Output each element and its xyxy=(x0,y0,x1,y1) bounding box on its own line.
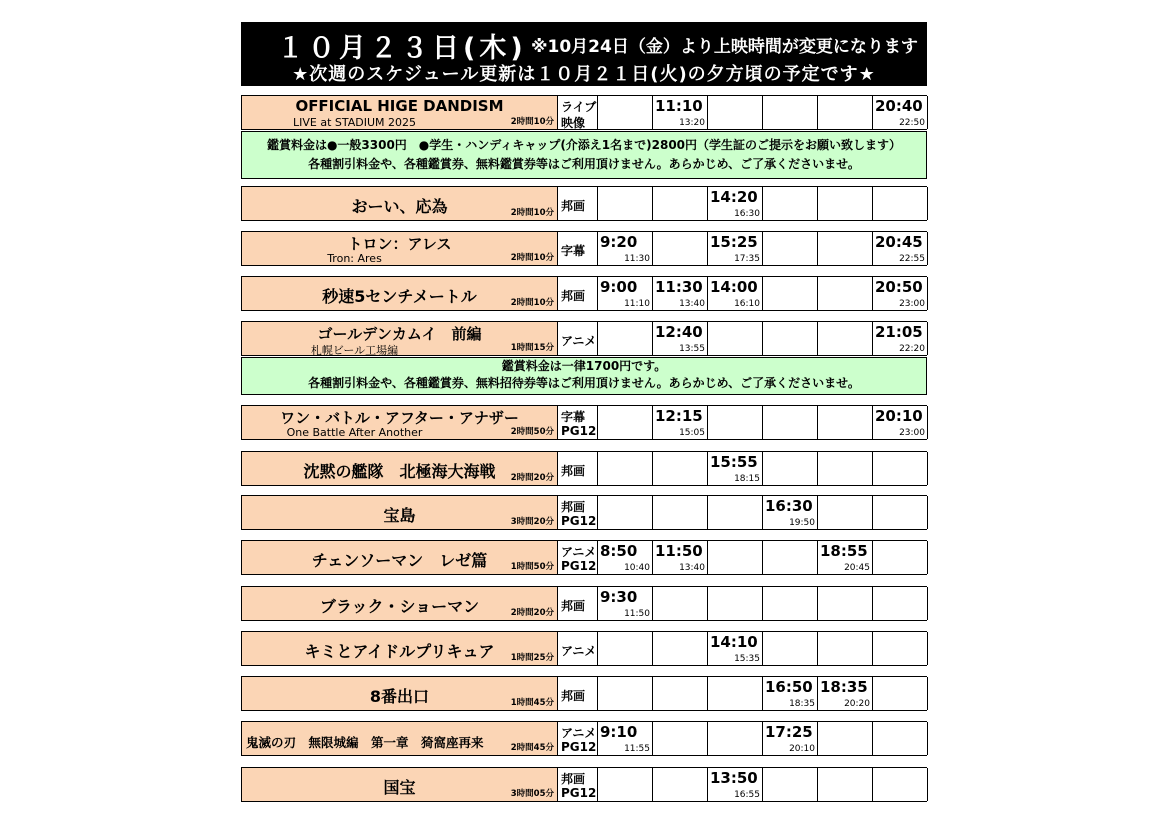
movie-format: 邦画 xyxy=(561,199,586,213)
showtime-slot xyxy=(708,96,763,129)
showtime-end: 15:35 xyxy=(734,654,760,664)
showtime-slot xyxy=(708,722,763,755)
movie-format: 邦画 xyxy=(561,599,586,613)
showtime-slot xyxy=(653,452,708,485)
price-notice xyxy=(241,131,927,179)
showtime-slot xyxy=(818,677,873,710)
showtime-slot xyxy=(598,496,653,529)
movie-row xyxy=(241,276,927,311)
showtime-slot xyxy=(653,96,708,129)
showtime-slot xyxy=(873,677,928,710)
showtime-start: 14:00 xyxy=(710,278,758,296)
showtime-end: 19:50 xyxy=(789,518,815,528)
movie-title: 秒速5センチメートル xyxy=(322,287,477,306)
showtime-slot xyxy=(873,722,928,755)
movie-row xyxy=(241,586,927,621)
showtime-start: 12:15 xyxy=(655,407,703,425)
movie-row xyxy=(241,721,927,756)
movie-title: 沈黙の艦隊 北極海大海戦 xyxy=(303,462,496,481)
schedule-header xyxy=(241,22,927,86)
movie-format-cell xyxy=(558,587,598,620)
movie-format-cell xyxy=(558,768,598,801)
showtime-start: 14:10 xyxy=(710,633,758,651)
showtime-start: 16:30 xyxy=(765,497,813,515)
movie-format-rating: PG12 xyxy=(561,514,597,528)
showtime-slot xyxy=(818,587,873,620)
movie-title-cell xyxy=(241,587,558,620)
showtime-slot xyxy=(818,406,873,439)
showtime-end: 11:30 xyxy=(624,254,650,264)
movie-title: ワン・バトル・アフター・アナザー xyxy=(280,409,519,427)
showtime-slot xyxy=(708,187,763,220)
movie-format: ライブ xyxy=(561,100,597,114)
showtime-start: 20:50 xyxy=(875,278,923,296)
next-update-note: ★次週のスケジュール更新は１０月２１日(火)の夕方頃の予定です★ xyxy=(292,64,876,85)
movie-duration: 2時間20分 xyxy=(510,608,554,618)
showtime-slot xyxy=(873,96,928,129)
schedule-change-note: ※10月24日（金）より上映時間が変更になります xyxy=(531,37,918,57)
showtime-start: 15:55 xyxy=(710,453,758,471)
showtime-end: 16:10 xyxy=(734,299,760,309)
showtime-slot xyxy=(873,452,928,485)
showtime-slot xyxy=(818,632,873,665)
showtime-start: 11:50 xyxy=(655,542,703,560)
movie-title: トロン：アレス xyxy=(347,235,452,253)
movie-duration: 1時間25分 xyxy=(510,653,554,663)
showtime-slot xyxy=(653,541,708,574)
movie-title: 鬼滅の刃 無限城編 第一章 猗窩座再来 xyxy=(246,735,484,750)
price-notice-line: 鑑賞料金は一律1700円です。 xyxy=(501,359,667,373)
showtime-slot xyxy=(598,677,653,710)
movie-duration: 2時間45分 xyxy=(510,743,554,753)
showtime-end: 18:35 xyxy=(789,699,815,709)
movie-title-cell xyxy=(241,96,558,129)
showtime-end: 20:45 xyxy=(844,563,870,573)
movie-format-cell xyxy=(558,96,598,129)
showtime-end: 22:20 xyxy=(899,344,925,354)
movie-row xyxy=(241,186,927,221)
showtime-start: 13:50 xyxy=(710,769,758,787)
showtime-slot xyxy=(653,406,708,439)
showtime-slot xyxy=(873,587,928,620)
showtime-slot xyxy=(653,322,708,355)
showtime-slot xyxy=(763,187,818,220)
movie-subtitle: 札幌ビール工場編 xyxy=(310,344,399,357)
movie-format-rating: PG12 xyxy=(561,559,597,573)
movie-subtitle: Tron: Ares xyxy=(327,252,382,265)
movie-title-cell xyxy=(241,541,558,574)
movie-duration: 2時間50分 xyxy=(510,427,554,437)
showtime-slot xyxy=(598,452,653,485)
showtime-start: 20:10 xyxy=(875,407,923,425)
movie-subtitle: One Battle After Another xyxy=(286,426,423,439)
movie-title-cell xyxy=(241,768,558,801)
movie-format-cell xyxy=(558,541,598,574)
movie-row xyxy=(241,95,927,130)
showtime-slot xyxy=(818,322,873,355)
showtime-end: 13:40 xyxy=(679,563,705,573)
movie-title-cell xyxy=(241,677,558,710)
movie-format-cell xyxy=(558,322,598,355)
showtime-start: 9:20 xyxy=(600,233,638,251)
movie-title-cell xyxy=(241,722,558,755)
movie-title-cell xyxy=(241,277,558,310)
showtime-slot xyxy=(763,452,818,485)
movie-duration: 1時間15分 xyxy=(510,343,554,353)
movie-title-cell xyxy=(241,632,558,665)
showtime-slot xyxy=(653,187,708,220)
movie-row xyxy=(241,231,927,266)
showtime-slot xyxy=(763,322,818,355)
movie-title-cell xyxy=(241,232,558,265)
movie-format-cell xyxy=(558,496,598,529)
discount-notice-line: 各種割引料金や、各種鑑賞券、無料招待券等はご利用頂けません。あらかじめ、ご了承くださいませ。 xyxy=(308,376,860,390)
movie-format: アニメ xyxy=(561,545,597,559)
showtime-slot xyxy=(708,232,763,265)
showtime-slot xyxy=(818,277,873,310)
movie-format: 字幕 xyxy=(561,410,586,424)
schedule-date: １０月２３日(木) xyxy=(277,33,527,64)
movie-title-cell xyxy=(241,406,558,439)
showtime-end: 16:55 xyxy=(734,790,760,800)
showtime-slot xyxy=(653,496,708,529)
showtime-slot xyxy=(598,406,653,439)
showtime-slot xyxy=(653,232,708,265)
movie-format: 邦画 xyxy=(561,772,586,786)
price-notice xyxy=(241,357,927,395)
showtime-slot xyxy=(598,96,653,129)
showtime-slot xyxy=(598,277,653,310)
showtime-slot xyxy=(818,187,873,220)
movie-title: キミとアイドルプリキュア xyxy=(304,642,495,661)
showtime-start: 11:30 xyxy=(655,278,703,296)
showtime-slot xyxy=(708,406,763,439)
showtime-start: 18:35 xyxy=(820,678,868,696)
movie-format: 邦画 xyxy=(561,464,586,478)
showtime-slot xyxy=(763,96,818,129)
movie-duration: 2時間10分 xyxy=(510,253,554,263)
movie-duration: 3時間05分 xyxy=(510,789,554,799)
showtime-slot xyxy=(598,232,653,265)
showtime-slot xyxy=(598,632,653,665)
showtime-end: 13:20 xyxy=(679,118,705,128)
showtime-slot xyxy=(873,496,928,529)
showtime-start: 17:25 xyxy=(765,723,813,741)
movie-format: 邦画 xyxy=(561,289,586,303)
showtime-slot xyxy=(873,768,928,801)
showtime-slot xyxy=(818,96,873,129)
showtime-slot xyxy=(598,187,653,220)
showtime-slot xyxy=(598,768,653,801)
movie-format-cell xyxy=(558,632,598,665)
movie-title: 国宝 xyxy=(383,778,416,797)
movie-duration: 3時間20分 xyxy=(510,517,554,527)
movie-duration: 1時間45分 xyxy=(510,698,554,708)
showtime-slot xyxy=(598,587,653,620)
showtime-slot xyxy=(653,722,708,755)
showtime-slot xyxy=(763,541,818,574)
showtime-slot xyxy=(873,232,928,265)
showtime-slot xyxy=(763,632,818,665)
showtime-end: 15:05 xyxy=(679,428,705,438)
showtime-slot xyxy=(653,768,708,801)
showtime-slot xyxy=(708,322,763,355)
showtime-start: 20:40 xyxy=(875,97,923,115)
discount-notice-line: 各種割引料金や、各種鑑賞券、無料鑑賞券等はご利用頂けません。あらかじめ、ご了承くださいませ。 xyxy=(308,157,860,171)
showtime-slot xyxy=(818,452,873,485)
movie-format-rating: PG12 xyxy=(561,786,597,800)
showtime-slot xyxy=(763,232,818,265)
showtime-end: 16:30 xyxy=(734,209,760,219)
movie-row xyxy=(241,540,927,575)
showtime-slot xyxy=(763,406,818,439)
movie-subtitle: LIVE at STADIUM 2025 xyxy=(292,116,416,129)
movie-row xyxy=(241,321,927,356)
showtime-slot xyxy=(873,322,928,355)
showtime-slot xyxy=(708,277,763,310)
movie-title-cell xyxy=(241,322,558,355)
showtime-end: 13:55 xyxy=(679,344,705,354)
movie-title: OFFICIAL HIGE DANDISM xyxy=(295,97,504,115)
showtime-end: 22:50 xyxy=(899,118,925,128)
showtime-slot xyxy=(653,587,708,620)
showtime-slot xyxy=(873,406,928,439)
showtime-start: 12:40 xyxy=(655,323,703,341)
showtime-slot xyxy=(818,722,873,755)
showtime-end: 10:40 xyxy=(624,563,650,573)
showtime-slot xyxy=(653,632,708,665)
movie-format-cell xyxy=(558,677,598,710)
showtime-start: 21:05 xyxy=(875,323,923,341)
movie-duration: 1時間50分 xyxy=(510,562,554,572)
showtime-slot xyxy=(873,277,928,310)
movie-title: おーい、応為 xyxy=(351,197,448,216)
movie-title: チェンソーマン レゼ篇 xyxy=(311,551,488,570)
showtime-start: 9:00 xyxy=(600,278,638,296)
movie-format-cell xyxy=(558,277,598,310)
showtime-slot xyxy=(708,496,763,529)
movie-format: アニメ xyxy=(561,644,597,658)
movie-row xyxy=(241,495,927,530)
movie-duration: 2時間10分 xyxy=(510,298,554,308)
showtime-start: 9:10 xyxy=(600,723,638,741)
showtime-end: 18:15 xyxy=(734,474,760,484)
movie-title: ブラック・ショーマン xyxy=(319,597,480,616)
movie-title-cell xyxy=(241,187,558,220)
movie-format: アニメ xyxy=(561,334,597,348)
showtime-slot xyxy=(708,632,763,665)
showtime-start: 15:25 xyxy=(710,233,758,251)
movie-format: アニメ xyxy=(561,726,597,740)
showtime-end: 23:00 xyxy=(899,428,925,438)
movie-title-cell xyxy=(241,452,558,485)
movie-title: 8番出口 xyxy=(369,687,430,706)
showtime-start: 11:10 xyxy=(655,97,703,115)
showtime-end: 23:00 xyxy=(899,299,925,309)
movie-format-rating: 映像 xyxy=(561,116,586,130)
movie-format-cell xyxy=(558,722,598,755)
showtime-slot xyxy=(708,452,763,485)
showtime-slot xyxy=(708,541,763,574)
showtime-slot xyxy=(598,322,653,355)
showtime-end: 11:10 xyxy=(624,299,650,309)
showtime-slot xyxy=(818,541,873,574)
showtime-slot xyxy=(653,277,708,310)
movie-duration: 2時間10分 xyxy=(510,208,554,218)
showtime-slot xyxy=(763,677,818,710)
showtime-slot xyxy=(653,677,708,710)
showtime-slot xyxy=(818,768,873,801)
showtime-start: 18:55 xyxy=(820,542,868,560)
movie-row xyxy=(241,451,927,486)
movie-title-cell xyxy=(241,496,558,529)
showtime-slot xyxy=(763,277,818,310)
movie-title: ゴールデンカムイ 前編 xyxy=(317,325,482,343)
showtime-slot xyxy=(598,541,653,574)
showtime-end: 11:50 xyxy=(624,609,650,619)
showtime-start: 8:50 xyxy=(600,542,638,560)
showtime-start: 14:20 xyxy=(710,188,758,206)
showtime-start: 20:45 xyxy=(875,233,923,251)
showtime-end: 13:40 xyxy=(679,299,705,309)
showtime-slot xyxy=(598,722,653,755)
showtime-end: 22:55 xyxy=(899,254,925,264)
showtime-slot xyxy=(873,187,928,220)
showtime-slot xyxy=(763,587,818,620)
movie-row xyxy=(241,676,927,711)
showtime-slot xyxy=(763,496,818,529)
movie-duration: 2時間20分 xyxy=(510,473,554,483)
showtime-slot xyxy=(763,768,818,801)
movie-duration: 2時間10分 xyxy=(510,117,554,127)
showtime-slot xyxy=(763,722,818,755)
movie-format-cell xyxy=(558,187,598,220)
showtime-start: 9:30 xyxy=(600,588,638,606)
movie-format: 邦画 xyxy=(561,500,586,514)
movie-format-cell xyxy=(558,406,598,439)
movie-row xyxy=(241,631,927,666)
showtime-slot xyxy=(708,768,763,801)
movie-format: 字幕 xyxy=(561,244,586,258)
showtime-end: 17:35 xyxy=(734,254,760,264)
price-notice-line: 鑑賞料金は●一般3300円 ●学生・ハンディキャップ(介添え1名まで)2800円（学生証のご提示をお願い致します） xyxy=(266,138,902,152)
showtime-slot xyxy=(873,541,928,574)
showtime-start: 16:50 xyxy=(765,678,813,696)
movie-format: 邦画 xyxy=(561,689,586,703)
movie-row xyxy=(241,405,927,440)
movie-format-cell xyxy=(558,452,598,485)
movie-title: 宝島 xyxy=(383,506,416,525)
movie-row xyxy=(241,767,927,802)
movie-format-cell xyxy=(558,232,598,265)
showtime-end: 11:55 xyxy=(624,744,650,754)
showtime-end: 20:20 xyxy=(844,699,870,709)
showtime-slot xyxy=(818,496,873,529)
showtime-end: 20:10 xyxy=(789,744,815,754)
showtime-slot xyxy=(873,632,928,665)
showtime-slot xyxy=(818,232,873,265)
movie-format-rating: PG12 xyxy=(561,740,597,754)
showtime-slot xyxy=(708,587,763,620)
showtime-slot xyxy=(708,677,763,710)
movie-format-rating: PG12 xyxy=(561,424,597,438)
